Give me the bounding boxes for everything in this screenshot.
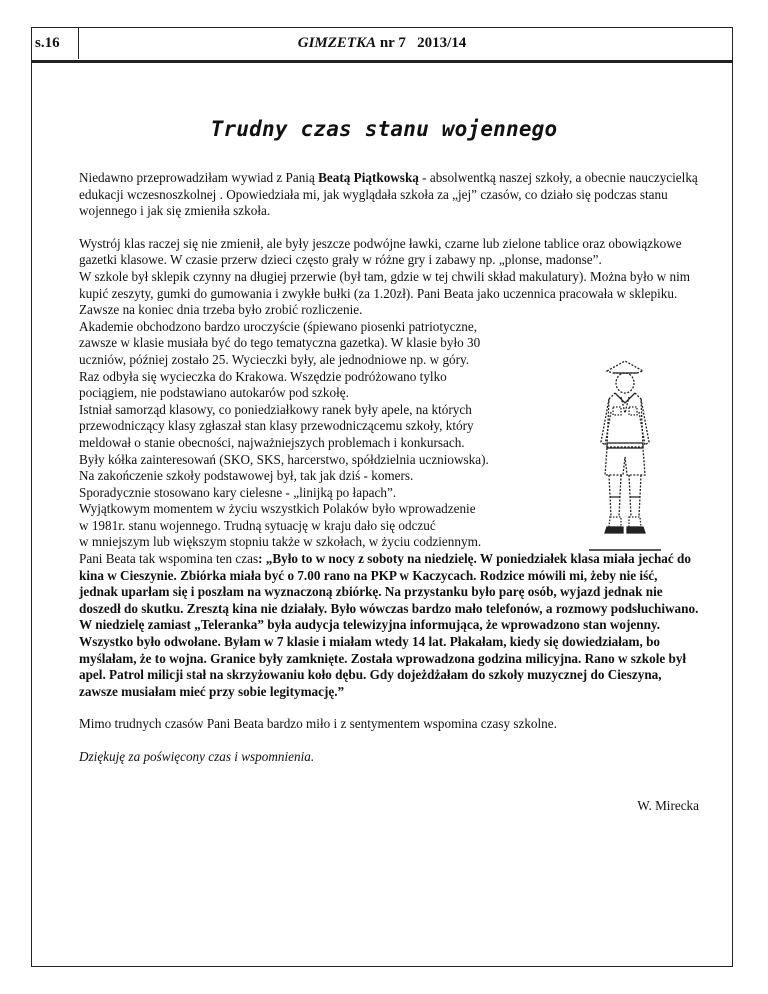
magazine-name: GIMZETKA [297,35,377,51]
interviewee-name: Beatą Piątkowską [318,170,419,185]
article-title: Trudny czas stanu wojennego [210,117,558,141]
paragraph: Wystrój klas raczej się nie zmienił, ale były jeszcze podwójne ławki, czarne lub zielone tablice oraz obowiązkowe gazetki klasowe. W czasie przerw dzieci często grały w różne gry i zabawy np. „plonse, madonse”. [79,235,682,268]
text-line: Wyjątkowym momentem w życiu wszystkich Polaków było wprowadzenie [79,501,476,517]
header-rule [31,60,733,63]
text-line: meldował o stanie obecności, najważniejszych problemach i konkursach. [79,434,465,450]
text-line: Raz odbyła się wycieczka do Krakowa. Wszędzie podróżowano tylko [79,368,447,384]
text-line: Na zakończenie szkoły podstawowej był, tak jak dziś - komers. [79,468,414,484]
text-line: Sporadycznie stosowano kary cielesne - „linijką po łapach”. [79,484,397,500]
text-line: Istniał samorząd klasowy, co poniedziałkowy ranek były apele, na których [79,401,472,417]
text-line: Akademie obchodzono bardzo uroczyście (śpiewano piosenki patriotyczne, [79,318,478,334]
text-line: Były kółka zainteresowań (SKO, SKS, harcerstwo, spółdzielnia uczniowska). [79,451,489,467]
paragraph: W szkole był sklepik czynny na długiej przerwie (był tam, gdzie w tej chwili skład makulatury). Można było w nim kupić zeszyty, gumki do gumowania i zwykłe bułki (za 1.20zł). Pani Beata jako uczennica pracowała w sklepiku. Zawsze na koniec dnia trzeba było zrobić rozliczenie. [79,268,690,318]
author-signature: W. Mirecka [637,797,699,813]
thanks-line: Dziękuję za poświęcony czas i wspomnienia. [79,749,315,764]
intro-paragraph [79,170,699,220]
quote-text: : „Było to w nocy z soboty na niedzielę. W poniedziałek klasa miała jechać do kina w Cieszynie. Zbiórka miała być o 7.00 rano na PKP w Kaczycach. Rodzice mówili mi, żeby nie iść, jednak uparłam się i poszłam na wyznaczoną zbiórkę. Na przystanku było parę osób, wyjazd jednak nie doszedł do skutku. Zresztą kina nie działały. Było wówczas bardzo mało telefonów, a rozmowy podsłuchiwano. W niedzielę zamiast „Teleranka” była audycja telewizyjna informująca, że wprowadzono stan wojenny. Wszystko było odwołane. Byłam w 7 klasie i miałam wtedy 14 lat. Płakałam, kiedy się dowiedziałam, bo myślałam, że to wojna. Granice były zamknięte. Została wprowadzona godzina milicyjna. Rano w szkole był apel. Patrol milicji stał na skrzyżowaniu koło dębu. Gdy dojeżdżałam do szkoły muzycznej do Cieszyna, zawsze musiałam mieć przy sobie legitymację.” [79,551,699,699]
text-line: w mniejszym lub większym stopniu także w szkołach, w życiu codziennym. [79,534,482,550]
closing-paragraph: Mimo trudnych czasów Pani Beata bardzo miło i z sentymentem wspomina czasy szkolne. [79,716,557,732]
quote-paragraph [79,551,699,700]
text-line: w 1981r. stanu wojennego. Trudną sytuację w kraju dało się odczuć [79,517,436,533]
text-line: uczniów, później zostało 25. Wycieczki były, ale jednodniowe np. w góry. [79,351,470,367]
scout-figure-icon [585,357,665,557]
text-line: zawsze w klasie musiała być do tego tematyczna gazetka). W klasie było 30 [79,335,481,351]
quote-intro: Pani Beata tak wspomina ten czas [79,551,259,567]
header-title [31,27,733,59]
page-header [31,27,733,59]
page-number: s.16 [31,27,79,59]
school-year: 2013/14 [417,35,467,51]
text-line: przewodniczący klasy zgłaszał stan klasy przewodniczącemu szkoły, który [79,418,474,434]
intro-text-rest: - absolwentką naszej szkoły, a obecnie nauczycielką edukacji wczesnoszkolnej . Opowiedziała mi, jak wyglądała szkoła za „jej” czasów, co działo się podczas stanu wojennego i jak się zmieniła szkoła. [79,170,698,219]
text-line: pociągiem, nie podstawiano autokarów pod szkołę. [79,385,349,401]
issue-number: nr 7 [379,35,406,51]
intro-text: Niedawno przeprowadziłam wywiad z Panią [79,170,319,185]
